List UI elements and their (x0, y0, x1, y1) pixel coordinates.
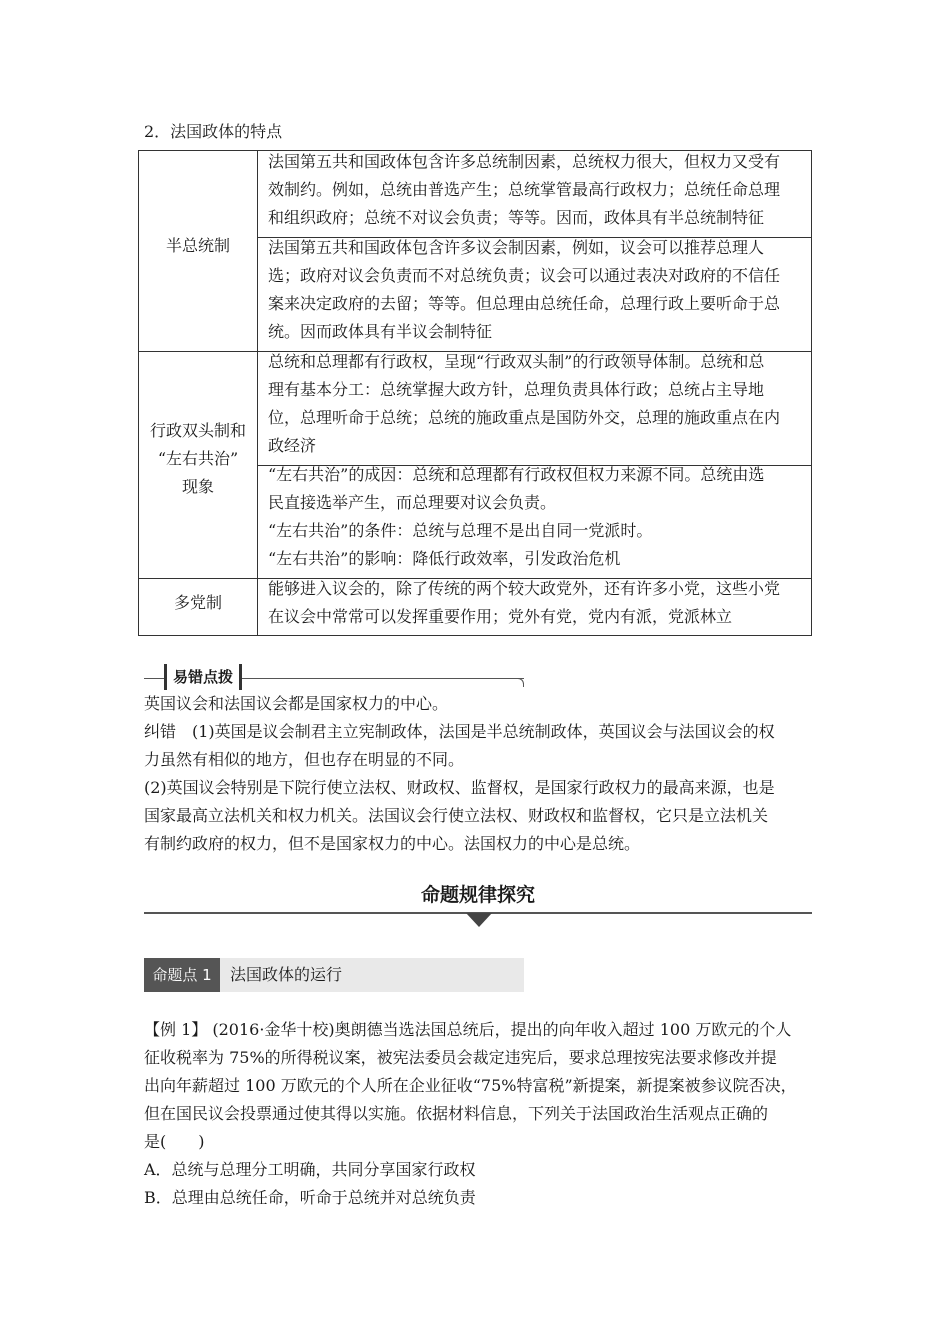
table-cell: 法国第五共和国政体包含许多议会制因素，例如，议会可以推荐总理人 选；政府对议会负责而不对总统负责；议会可以通过表决对政府的不信任 案来决定政府的去留；等等。但总理由总统任命，总理行政上要听命于总 统。因而政体具有半议会制特征 (268, 238, 781, 341)
banner-triangle-icon (466, 913, 492, 927)
error-tip-line: 国家最高立法机关和权力机关。法国议会行使立法权、财政权和监督权，它只是立法机关 (144, 806, 769, 825)
topic-title: 法国政体的运行 (230, 965, 343, 984)
option-a: A．总统与总理分工明确，共同分享国家行政权 (144, 1160, 476, 1179)
table-cell: “左右共治”的成因：总统和总理都有行政权但权力来源不同。总统由选 民直接选举产生，而总理要对议会负责。 “左右共治”的条件：总统与总理不是出自同一党派时。 “左右共治”的影响：降低行政效率，引发政治危机 (268, 465, 765, 568)
error-tip-header (144, 668, 524, 688)
table-divider-vertical (257, 151, 258, 635)
error-tip-label: 易错点拨 (164, 664, 242, 690)
section-heading: 2．法国政体的特点 (144, 122, 283, 141)
option-b: B．总理由总统任命，听命于总统并对总统负责 (144, 1188, 476, 1207)
error-tip-line: 纠错 (1)英国是议会制君主立宪制政体，法国是半总统制政体，英国议会与法国议会的权 (144, 722, 775, 741)
error-tip-line: 力虽然有相似的地方，但也存在明显的不同。 (144, 750, 465, 769)
example-line: 出向年薪超过 100 万欧元的个人所在企业征收“75%特富税”新提案，新提案被参议院否决， (144, 1076, 797, 1095)
example-line: 征收税率为 75%的所得税议案，被宪法委员会裁定违宪后，要求总理按宪法要求修改并提 (144, 1048, 777, 1067)
example-line: 【例 1】 (2016·金华十校)奥朗德当选法国总统后，提出的向年收入超过 100 万欧元的个人 (144, 1020, 792, 1039)
error-tip-line: 有制约政府的权力，但不是国家权力的中心。法国权力的中心是总统。 (144, 834, 641, 853)
example-line: 是( ) (144, 1132, 205, 1151)
table-category: 多党制 (173, 593, 222, 612)
table-cell: 能够进入议会的，除了传统的两个较大政党外，还有许多小党，这些小党 在议会中常常可以发挥重要作用；党外有党，党内有派，党派林立 (268, 579, 781, 626)
table-cell: 法国第五共和国政体包含许多总统制因素，总统权力很大，但权力又受有 效制约。例如，总统由普选产生；总统掌管最高行政权力；总统任命总理 和组织政府；总统不对议会负责；等等。因而，政体具有半总统制特征 (268, 152, 781, 227)
topic-tag: 命题点 1 (144, 958, 220, 992)
example-line: 但在国民议会投票通过使其得以实施。依据材料信息，下列关于法国政治生活观点正确的 (144, 1104, 769, 1123)
tip-header-corner (515, 678, 524, 687)
table-category: 行政双头制和 “左右共治” 现象 (149, 421, 246, 496)
error-tip-line: (2)英国议会特别是下院行使立法权、财政权、监督权，是国家行政权力的最高来源，也是 (144, 778, 775, 797)
table-category: 半总统制 (165, 236, 230, 255)
feature-table (138, 150, 812, 636)
topic-bar (144, 958, 524, 992)
table-cell: 总统和总理都有行政权，呈现“行政双头制”的行政领导体制。总统和总 理有基本分工：总统掌握大政方针，总理负责具体行政；总统占主导地 位，总理听命于总统；总统的施政重点是国防外交，总理的施政重点在内 政经济 (268, 352, 781, 455)
error-tip-line: 英国议会和法国议会都是国家权力的中心。 (144, 694, 449, 713)
banner-title: 命题规律探究 (420, 884, 535, 906)
